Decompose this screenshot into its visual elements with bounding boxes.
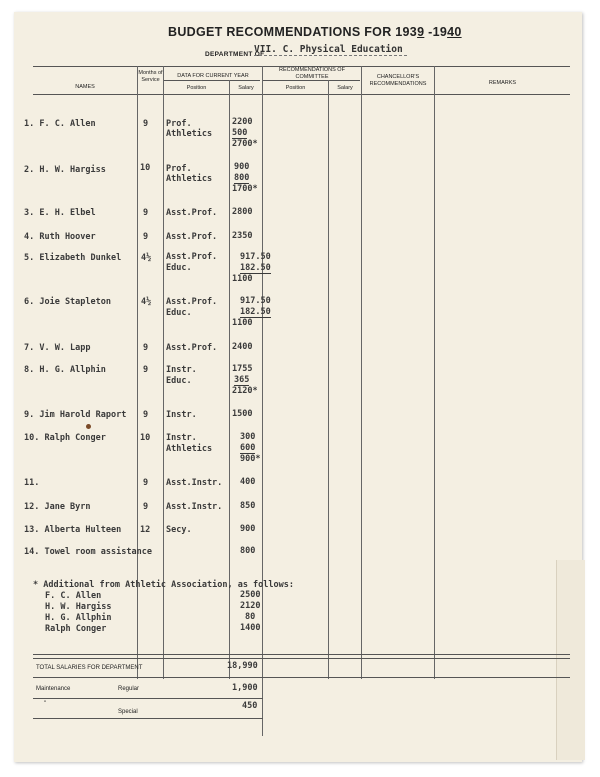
row-salary: 917.50	[240, 252, 271, 262]
row-position: Prof.	[166, 164, 192, 174]
header-months-of-service: Months of Service	[138, 70, 163, 83]
additional-item-amount: 1400	[240, 623, 261, 633]
row-position-line2: Educ.	[166, 263, 192, 273]
ditto-mark: "	[44, 701, 47, 707]
row-salary-line2: 365	[234, 375, 250, 385]
row-salary: 800	[240, 546, 256, 556]
total-top-rule-double	[33, 658, 570, 659]
row-salary: 900	[240, 524, 256, 534]
row-salary: 300	[240, 432, 256, 442]
header-bottom-rule	[33, 94, 570, 95]
row-name: 6. Joie Stapleton	[24, 297, 111, 307]
row-salary: 400	[240, 477, 256, 487]
row-name: 1. F. C. Allen	[24, 119, 96, 129]
row-salary-total: 2700*	[232, 139, 258, 149]
row-months: 12	[140, 525, 151, 535]
department-label: DEPARTMENT OF	[205, 51, 265, 58]
special-label: Special	[118, 709, 138, 715]
row-position: Instr.	[166, 410, 197, 420]
row-position: Asst.Instr.	[166, 502, 223, 512]
regular-bottom-rule	[33, 698, 263, 699]
row-name: 3. E. H. Elbel	[24, 208, 96, 218]
header-names: NAMES	[75, 84, 95, 90]
row-salary: 2350	[232, 231, 253, 241]
row-salary-total: 1100	[232, 274, 253, 284]
row-salary: 1500	[232, 409, 253, 419]
row-months: 9	[143, 232, 149, 242]
additional-item-name: H. W. Hargiss	[45, 602, 112, 612]
row-position: Asst.Prof.	[166, 232, 218, 242]
additional-item-amount: 80	[245, 612, 256, 622]
row-salary-total: 1700*	[232, 184, 258, 194]
row-months: 9	[143, 478, 149, 488]
row-position: Asst.Prof.	[166, 343, 218, 353]
row-name: 8. H. G. Allphin	[24, 365, 106, 375]
header-position: Position	[186, 85, 207, 91]
total-salaries-value: 18,990	[227, 661, 258, 671]
row-position: Asst.Prof.	[166, 297, 218, 307]
row-salary: 2400	[232, 342, 253, 352]
row-salary-line2: 182.50	[240, 263, 271, 273]
row-name: 10. Ralph Conger	[24, 433, 106, 443]
total-bottom-rule	[33, 677, 570, 678]
row-salary: 2800	[232, 207, 253, 217]
col-rule-salary	[262, 66, 263, 736]
additional-note: * Additional from Athletic Association, as follows:	[33, 580, 294, 590]
row-months: 9	[143, 365, 149, 375]
row-position: Secy.	[166, 525, 192, 535]
header-salary: Salary	[238, 85, 254, 91]
row-position-line2: Educ.	[166, 376, 192, 386]
header-remarks: REMARKS	[488, 80, 517, 86]
regular-value: 1,900	[232, 683, 258, 693]
header-committee-salary: Salary	[337, 85, 353, 91]
page-title: BUDGET RECOMMENDATIONS FOR 1939 -1940	[168, 25, 462, 39]
row-name: 4. Ruth Hoover	[24, 232, 96, 242]
additional-item-name: Ralph Conger	[45, 624, 107, 634]
header-data-current-year: DATA FOR CURRENT YEAR	[177, 73, 249, 79]
row-salary: 2200	[232, 117, 253, 127]
row-name: 14. Towel room assistance	[24, 547, 152, 557]
regular-label: Regular	[118, 686, 140, 692]
row-position: Asst.Prof.	[166, 252, 218, 262]
row-salary: 917.50	[240, 296, 271, 306]
row-position: Instr.	[166, 433, 197, 443]
row-months: 9	[143, 502, 149, 512]
department-name: VII. C. Physical Education	[254, 44, 407, 56]
document-page	[14, 12, 582, 762]
row-salary-line2: 600	[240, 443, 256, 453]
row-months: 10	[140, 163, 151, 173]
row-name: 13. Alberta Hulteen	[24, 525, 122, 535]
total-top-rule	[33, 654, 570, 655]
additional-item-name: H. G. Allphin	[45, 613, 112, 623]
row-name: 5. Elizabeth Dunkel	[24, 253, 122, 263]
row-salary-total: 2120*	[232, 386, 258, 396]
row-salary-line2: 182.50	[240, 307, 271, 317]
additional-item-name: F. C. Allen	[45, 591, 102, 601]
additional-item-amount: 2120	[240, 601, 261, 611]
current-year-subrule	[163, 80, 260, 81]
committee-subrule	[262, 80, 360, 81]
row-salary-total: 900*	[240, 454, 261, 464]
col-rule-comm-position	[328, 80, 329, 679]
header-chancellors-recommendations: CHANCELLOR'S RECOMMENDATIONS	[369, 74, 427, 87]
row-name: 9. Jim Harold Raport	[24, 410, 127, 420]
row-position-line2: Athletics	[166, 129, 213, 139]
header-committee-recommendations: RECOMMENDATIONS OF COMMITTEE	[279, 67, 345, 80]
special-value: 450	[242, 701, 258, 711]
special-bottom-rule	[33, 718, 263, 719]
row-salary: 900	[234, 162, 250, 172]
row-position-line2: Educ.	[166, 308, 192, 318]
row-name: 11.	[24, 478, 40, 488]
header-committee-position: Position	[285, 85, 306, 91]
row-salary-line2: 500	[232, 128, 248, 138]
row-months: 9	[143, 410, 149, 420]
row-name: 12. Jane Byrn	[24, 502, 91, 512]
additional-item-amount: 2500	[240, 590, 261, 600]
row-salary-total: 1100	[232, 318, 253, 328]
ink-smudge	[86, 424, 91, 429]
row-position-line2: Athletics	[166, 444, 213, 454]
row-salary-line2: 800	[234, 173, 250, 183]
row-position: Asst.Prof.	[166, 208, 218, 218]
row-months: 4½	[141, 297, 152, 307]
row-months: 9	[143, 343, 149, 353]
row-name: 7. V. W. Lapp	[24, 343, 91, 353]
row-position-line2: Athletics	[166, 174, 213, 184]
row-name: 2. H. W. Hargiss	[24, 165, 106, 175]
row-months: 9	[143, 119, 149, 129]
total-salaries-label: TOTAL SALARIES FOR DEPARTMENT	[36, 665, 143, 671]
page-edge-tab	[556, 560, 585, 760]
col-rule-committee	[361, 66, 362, 679]
row-salary: 850	[240, 501, 256, 511]
row-months: 9	[143, 208, 149, 218]
row-position: Asst.Instr.	[166, 478, 223, 488]
maintenance-label: Maintenance	[36, 686, 71, 692]
row-months: 4½	[141, 253, 152, 263]
col-rule-chancellor	[434, 66, 435, 679]
row-position: Instr.	[166, 365, 197, 375]
row-position: Prof.	[166, 119, 192, 129]
row-months: 10	[140, 433, 151, 443]
row-salary: 1755	[232, 364, 253, 374]
